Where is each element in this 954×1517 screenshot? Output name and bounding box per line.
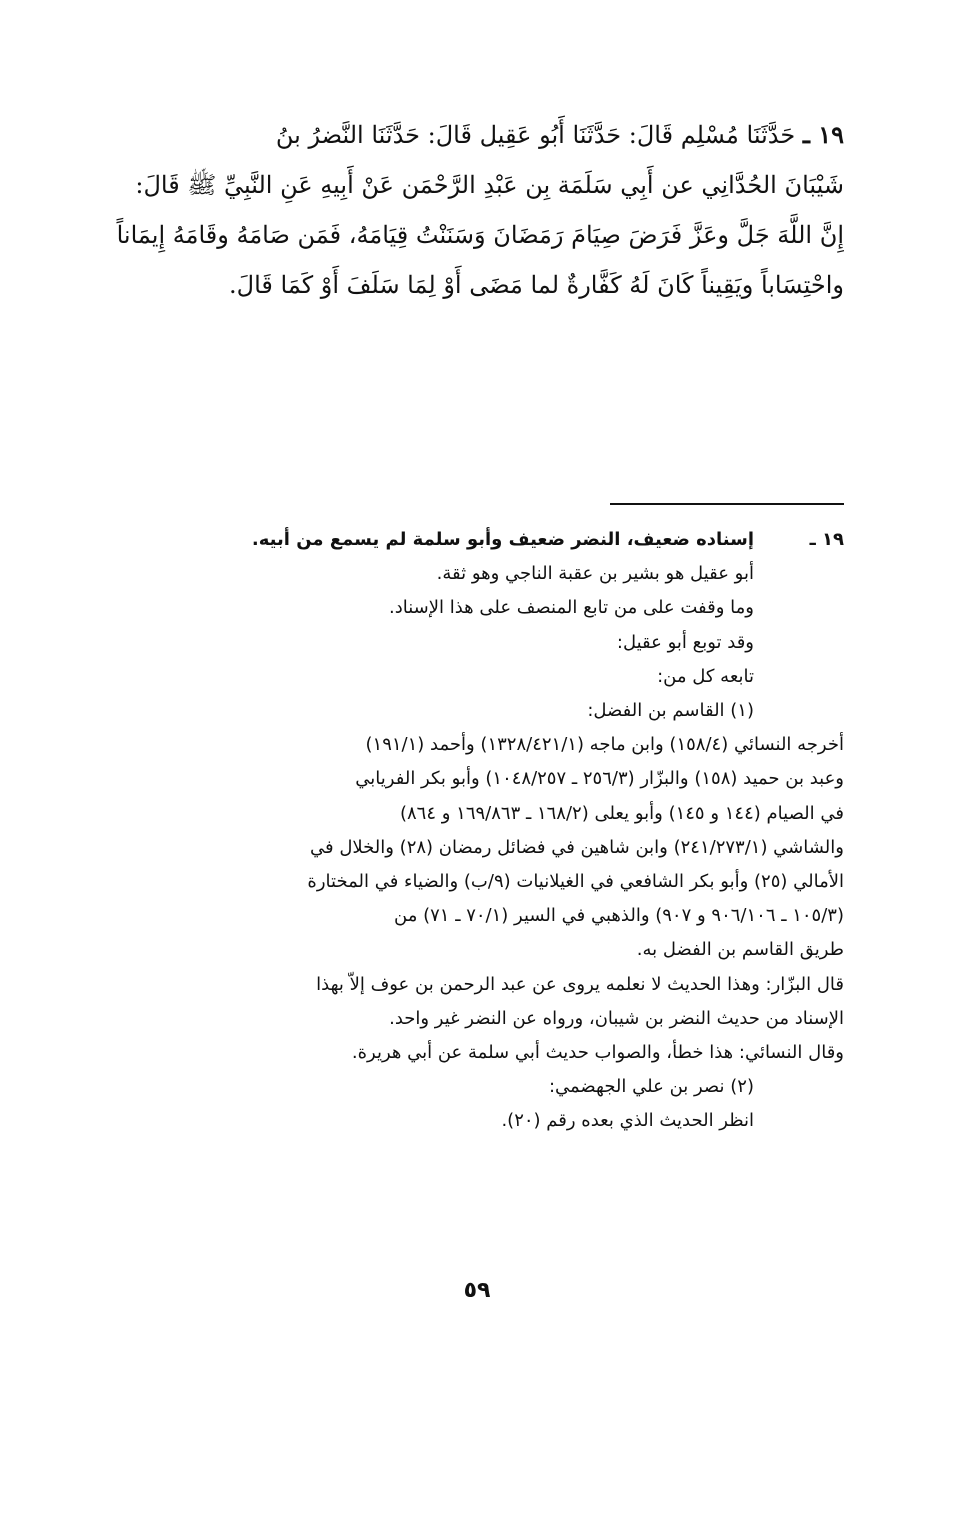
hadith-text	[108, 110, 844, 310]
footnote-line: في الصيام (١٤٤ و ١٤٥) وأبو يعلى (١٦٨/٢ ـ ١٦٩/٨٦٣ و ٨٦٤)	[399, 802, 844, 824]
footnote-line: وما وقفت على من تابع المنصف على هذا الإسناد.	[388, 597, 754, 619]
footnote-line: (١) القاسم بن الفضل:	[587, 700, 754, 722]
footnote-summary: إسناده ضعيف، النضر ضعيف وأبو سلمة لم يسمع من أبيه.	[251, 529, 754, 550]
footnote-number: ١٩ ـ	[809, 529, 844, 550]
footnote-divider	[610, 503, 844, 505]
hadith-line-2: شَيْبَانَ الحُدَّانِي عن أَبِي سَلَمَة بِن عَبْدِ الرَّحْمَن عَنْ أَبِيهِ عَنِ النَّبِيِّ ﷺ قَالَ:	[135, 171, 844, 199]
footnote-line: قال البزّار: وهذا الحديث لا نعلمه يروى عن عبد الرحمن بن عوف إلاّ بهذا	[316, 973, 844, 995]
footnote-line: الإسناد من حديث النضر بن شيبان، ورواه عن النضر غير واحد.	[389, 1007, 844, 1029]
hadith-line-1	[108, 110, 844, 160]
footnote-line: انظر الحديث الذي بعده رقم (٢٠).	[501, 1110, 754, 1132]
footnote-line: طريق القاسم بن الفضل به.	[636, 939, 844, 961]
footnote-line: وقد توبع أبو عقيل:	[616, 631, 754, 653]
footnote-line: الأمالي (٢٥) وأبو بكر الشافعي في الغيلانيات (٩/ب) والضياء في المختارة	[307, 871, 844, 893]
footnote-line: تابعه كل من:	[657, 665, 754, 687]
footnote-first-line	[100, 523, 844, 557]
footnote-line: (١٠٥/٣ ـ ٩٠٦/١٠٦ و ٩٠٧) والذهبي في السير (٧٠/١ ـ ٧١) من	[394, 905, 844, 927]
footnote-line: أخرجه النسائي (١٥٨/٤) وابن ماجه (١٣٢٨/٤٢١/١) وأحمد (١٩١/١)	[365, 734, 844, 756]
footnote-line: وقال النسائي: هذا خطأ، والصواب حديث أبي سلمة عن أبي هريرة.	[351, 1042, 844, 1064]
hadith-line-3: إِنَّ اللَّهَ جَلَّ وعَزَّ فَرَضَ صِيَامَ رَمَضَانَ وَسَنَنْتُ قِيَامَهُ، فَمَن صَامَهُ وقَامَهُ إِيمَاناً	[116, 221, 844, 249]
footnote-line: (٢) نصر بن علي الجهضمي:	[548, 1076, 754, 1098]
footnotes	[100, 523, 844, 1139]
hadith-line-4: واحْتِسَاباً ويَقِيناً كَانَ لَهُ كَفَّارةٌ لما مَضَى أَوْ لِمَا سَلَفَ أَوْ كَمَا قَالَ.	[229, 271, 844, 299]
hadith-number: ١٩ ـ	[802, 120, 844, 149]
page-number: ٥٩	[463, 1278, 491, 1303]
footnote-line: وعبد بن حميد (١٥٨) والبزّار (٢٥٦/٣ ـ ١٠٤٨/٢٥٧) وأبو بكر الفريابي	[355, 768, 844, 790]
hadith-line-text: حَدَّثَنَا مُسْلِم قَالَ: حَدَّثَنَا أَبُو عَقِيل قَالَ: حَدَّثَنَا النَّضرُ بنُ	[275, 121, 796, 149]
footnote-line: أبو عقيل هو بشير بن عقبة الناجي وهو ثقة.	[436, 563, 754, 585]
footnote-line: والشاشي (٢٤١/٢٧٣/١) وابن شاهين في فضائل رمضان (٢٨) والخلال في	[310, 836, 844, 858]
